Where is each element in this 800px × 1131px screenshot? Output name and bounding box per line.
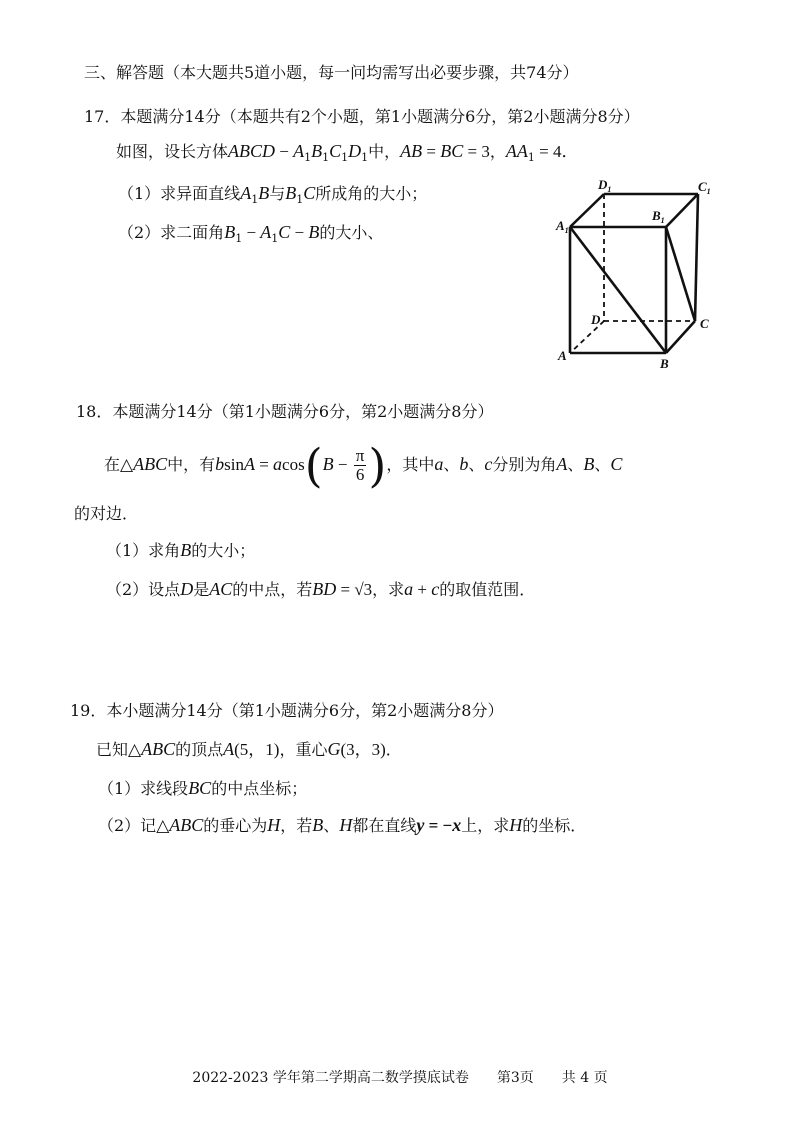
q18-header: 18．本题满分14分（第1小题满分6分，第2小题满分8分） [76, 402, 494, 421]
q17-header: 17．本题满分14分（本题共有2个小题，第1小题满分6分，第2小题满分8分） [84, 107, 640, 126]
cuboid-figure [548, 176, 718, 376]
label-D1: $D_1$ [598, 177, 612, 194]
label-A: A [558, 348, 567, 363]
label-B1: $B_1$ [652, 208, 665, 225]
q19-part2: （2）记△ABC的垂心为H，若B、H都在直线y = −x上，求H的坐标． [98, 815, 587, 835]
q17-intro: 如图，设长方体ABCD − $A_1B_1C_1D_1$中，AB = BC = 3，$AA_1 = 4$． [116, 141, 579, 164]
q19-line1: 已知△ABC的顶点A(5，1)，重心G(3，3)． [96, 739, 402, 759]
fraction-pi-over-6: $\frac{\pi}{6}$ [355, 446, 365, 484]
q18-part2: （2）设点D是AC的中点，若BD = √3，求a + c的取值范围． [106, 579, 536, 599]
label-C: C [700, 316, 709, 331]
section-header: 三、解答题（本大题共5道小题，每一问均需写出必要步骤，共74分） [84, 63, 579, 82]
label-D: D [591, 312, 601, 327]
label-C1: $C_1$ [698, 179, 711, 196]
q18-line1: 在△ABC中，有bsinA = acos(B − $\frac{\pi}{6}$ )，其中a、b、c分别为角A、B、C [104, 438, 623, 493]
q18-part1: （1）求角B的大小； [106, 540, 256, 560]
q19-header: 19．本小题满分14分（第1小题满分6分，第2小题满分8分） [70, 701, 504, 720]
label-A1: $A_1$ [556, 218, 569, 235]
q17-part2: （2）求二面角$B_1 - A_1C - B$的大小、 [118, 222, 384, 245]
q17-part1: （1）求异面直线$A_1B$与$B_1C$所成角的大小； [118, 183, 428, 206]
label-B: B [660, 356, 669, 371]
q19-part1: （1）求线段BC的中点坐标； [98, 778, 308, 798]
q18-line2: 的对边． [74, 504, 139, 523]
page-footer: 2022-2023 学年第二学期高二数学摸底试卷 第3页 共 4 页 [192, 1070, 608, 1086]
